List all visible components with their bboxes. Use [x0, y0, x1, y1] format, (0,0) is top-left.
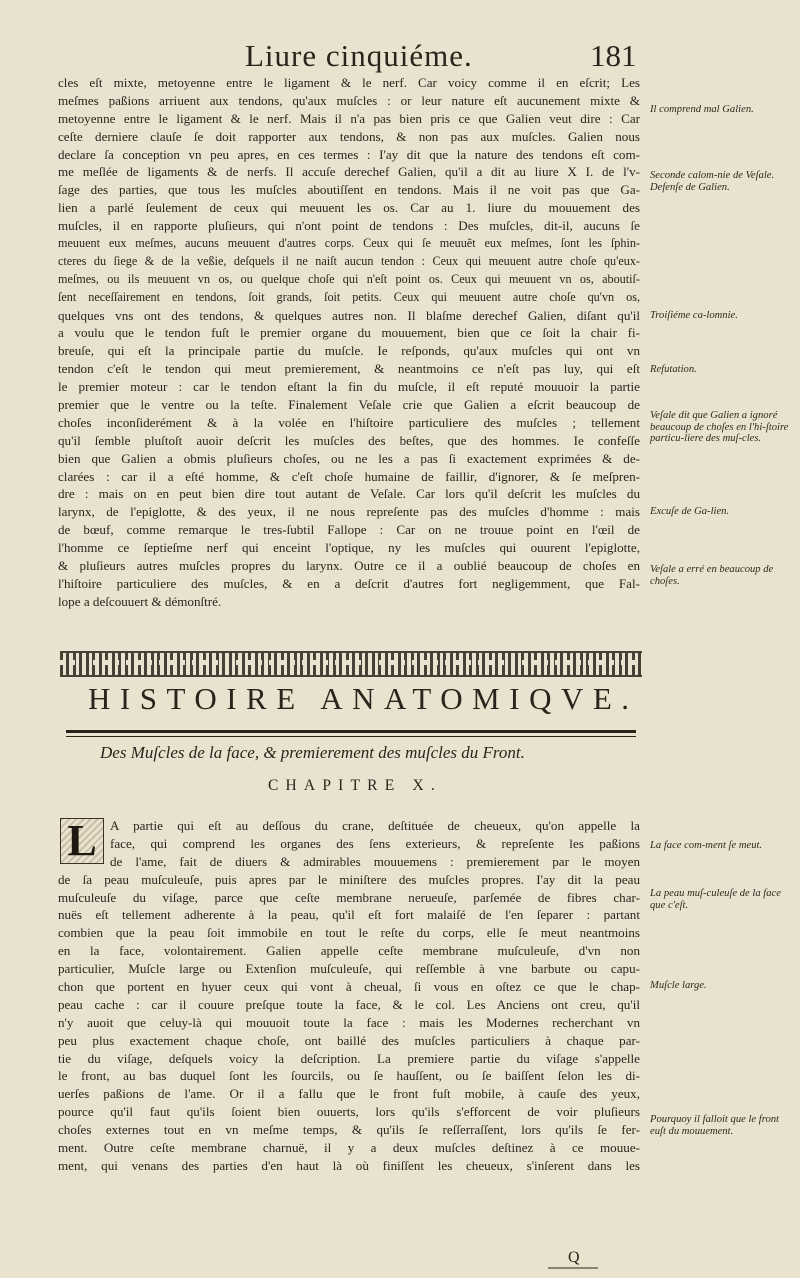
chapter-heading: CHAPITRE X. — [268, 777, 442, 794]
body-line: meſmes paßions arriuent aux tendons, qu'aux muſcles : or leur nature eſt aucunement mixte & — [58, 92, 640, 108]
body-line: lien a parlé ſeulement de ceux qui meuuent les os. Car au 1. liure du mouuement des — [58, 200, 640, 216]
margin-note: Veſale a erré en beaucoup de choſes. — [650, 564, 774, 587]
body-line: ceſte derniere clauſe ſe doit rapporter aux tendons, & non pas aux muſcles. Galien nous — [58, 128, 640, 144]
body-line: bien que Galien a obmis pluſieurs choſes, ou ne les a pas ſi exactement exprimées & de- — [58, 450, 640, 466]
chapter-line: n'y auoit que celuy-là qui mouuoit toute la face : mais les Modernes recherchant vn — [58, 1014, 640, 1030]
body-line: metoyenne entre le ligament & le nerf. Mais il n'a pas bien pris ce que Galien veut dire : Car — [58, 110, 640, 126]
drop-cap-letter: L — [67, 816, 97, 865]
body-text — [58, 74, 640, 611]
margin-note: La face com-ment ſe meut. — [650, 840, 763, 851]
ornament-band — [60, 651, 642, 677]
running-head-title: Liure cinquiéme. — [245, 38, 473, 73]
page-signature: Q — [568, 1249, 580, 1266]
margin-note: Veſale dit que Galien a ignoré beaucoup de choſes en l'hi-ſtoire particu-liere des muſ-cles. — [650, 410, 789, 444]
body-line: meuuent eux meſmes, aucuns meuuent d'autres corps. Ceux qui ſe meuuẽt eux meſmes, ſont les ſphin- — [58, 236, 640, 251]
chapter-line: uerſes paßions de l'ame. Or il a fallu que le front fuſt mobile, à cauſe des yeux, — [58, 1086, 640, 1102]
body-line: clarées : car il a eſté homme, & c'eſt choſe humaine de faillir, d'ignorer, & ſe meſpren- — [58, 468, 640, 484]
chapter-line: de ſa peau muſculeuſe, puis apres par le miniſtere des muſcles propres. I'ay dit la peau — [58, 871, 640, 887]
chapter-line: face, qui comprend les organes des ſens exterieurs, & repreſente les paßions — [110, 835, 640, 851]
body-line: cteres du ſiege & de la veßie, deſquels il ne naiſt aucun tendon : Ceux qui meuuent autre choſe qu'eux- — [58, 253, 640, 268]
margin-note: Pourquoy il falloit que le front euſt du mouuement. — [650, 1114, 779, 1137]
body-line: larynx, de l'epiglotte, & des yeux, il ne nous repreſente pas des muſcles d'homme : mais — [58, 504, 640, 520]
margin-note: La peau muſ-culeuſe de la face que c'eſt. — [650, 888, 781, 911]
margin-note: Troiſiéme ca-lomnie. — [650, 310, 738, 321]
body-line: cles eſt mixte, metoyenne entre le ligament & le nerf. Car voicy comme il en eſcrit; Les — [58, 75, 640, 90]
body-line: ſage des parties, que tous les muſcles aboutiſſent en tendons. Mais il ne voit pas que Ga- — [58, 182, 640, 198]
body-line: me meſlée de ligaments & de nerfs. Il accuſe derechef Galien, qu'il a dit au liure X I. de l'v- — [58, 164, 640, 180]
body-line: ſent neceſſairement en tendons, ſoit grands, ſoit petits. Ceux qui meuuent autre choſe qu'vn os, — [58, 289, 640, 304]
body-line: premier que le ventre ou la teſte. Finalement Veſale crie que Galien a eſcrit beaucoup de — [58, 397, 640, 413]
chapter-line: de l'ame, fait de diuers & admirables mouuemens : premierement par le moyen — [110, 853, 640, 869]
divider-rule-thin — [66, 736, 636, 737]
margin-note: Muſcle large. — [650, 980, 707, 991]
chapter-line: peu plus exactement chaque choſe, ont baillé des muſcles particuliers à chaque par- — [58, 1032, 640, 1048]
chapter-line: ment. Outre ceſte membrane charnuë, il y a deux muſcles deſtinez à ce mouue- — [58, 1140, 640, 1156]
chapter-line: chon que portent en hyuer ceux qui vont à cheual, ſi vous en oſtez ce que le chap- — [58, 979, 640, 995]
body-line: meſmes, ou ils meuuent vn os, ou quelque choſe qui n'eſt point os. Ceux qui meuuent vn os, aboutiſ- — [58, 271, 640, 286]
body-line: a voulu que le tendon fuſt le premier organe du mouuement, bien que ce ſoit la chair fi- — [58, 325, 640, 341]
body-line: choſes inconſiderément & à la volée en l'hiſtoire particuliere des muſcles ; tellement — [58, 414, 640, 430]
running-head — [0, 38, 800, 78]
section-title: HISTOIRE ANATOMIQVE. — [88, 681, 639, 716]
body-line: & pluſieurs autres muſcles propres du larynx. Outre ce il a oublié beaucoup de choſes en — [58, 558, 640, 574]
body-line: l'hiſtoire particuliere des muſcles, & en a deſcrit d'autres fort negligemment, que Fal- — [58, 575, 640, 591]
chapter-line: A partie qui eſt au deſſous du crane, deſtituée de cheueux, qu'on appelle la — [110, 818, 640, 833]
body-line: breuſe, qui eſt la principale partie du muſcle. Ie reſponds, qu'aux muſcles qui ont vn — [58, 343, 640, 359]
chapter-line: le front, au bas duquel ſont les ſourcils, ou ſe hauſſent, ou ſe baiſſent ſelon les di- — [58, 1068, 640, 1084]
body-line: muſcles, il en rapporte pluſieurs, qui n'ont point de tendons : Des muſcles, dit-il, aucuns ſe — [58, 218, 640, 234]
chapter-line: peau cache : car il couure preſque toute la face, & le col. Les Anciens ont creu, qu'il — [58, 996, 640, 1012]
chapter-line: tie du viſage, deſquels voicy la deſcription. La premiere partie du viſage s'appelle — [58, 1050, 640, 1066]
chapter-line: pource qu'il faut qu'ils ſoient bien ouuerts, lors qu'ils s'efforcent de voir pluſieurs — [58, 1104, 640, 1120]
margin-note: Refutation. — [650, 364, 697, 375]
divider-rule — [66, 730, 636, 733]
chapter-line: choſes externes tout en vn meſme temps, & qu'ils ſe reſſerraſſent, lors qu'ils ſe fer- — [58, 1122, 640, 1138]
chapter-line: ment, qui venans des parties d'en haut là où finiſſent les cheueux, s'inſerent dans les — [58, 1157, 640, 1173]
body-line: de bœuf, comme remarque le tres-ſubtil Fallope : Car on ne trouue point en l'œil de — [58, 522, 640, 538]
chapter-text — [58, 817, 640, 1175]
body-line: l'homme ce ſeptieſme nerf qui enceint l'optique, ny les muſcles qui ouurent l'epiglotte, — [58, 540, 640, 556]
margin-note: Excuſe de Ga-lien. — [650, 506, 730, 517]
margin-note: Seconde calom-nie de Veſale. Defenſe de Galien. — [650, 170, 775, 193]
body-line: declare ſa conception vn peu apres, en ces termes : I'ay dit que la nature des tendons eſt com- — [58, 146, 640, 162]
body-line: le premier moteur : car le tendon eſtant la fin du muſcle, il eſt reputé mouuoir la partie — [58, 379, 640, 395]
chapter-line: combien que la peau ſoit immobile en tout le reſte du corps, elle ſe meut neantmoins — [58, 925, 640, 941]
chapter-line: muſculeuſe du viſage, parce que ceſte membrane nerueuſe, parſemée de fibres char- — [58, 889, 640, 905]
margin-note: Il comprend mal Galien. — [650, 104, 754, 115]
body-line: qu'il ſemble pluſtoſt auoir deſcrit les muſcles des beſtes, que des hommes. Ie confeſſe — [58, 432, 640, 448]
chapter-line: particulier, Muſcle large ou Extenſion muſculeuſe, qui reſſemble à vne barbute ou capu- — [58, 961, 640, 977]
body-line: quelques vns ont des tendons, & quelques autres non. Il blaſme derechef Galien, diſant qu'il — [58, 307, 640, 323]
body-line: tendon c'eſt le tendon qui meut premierement, & neantmoins ce n'eſt pas luy, qui eſt — [58, 361, 640, 377]
chapter-subheading: Des Muſcles de la face, & premierement des muſcles du Front. — [100, 743, 525, 762]
page-number: 181 — [590, 38, 637, 73]
chapter-line: en la face, volontairement. Galien appelle ceſte membrane muſculeuſe, d'vn non — [58, 943, 640, 959]
body-line: dre : mais on en peut bien dire tout autant de Veſale. Car lors qu'il deſcrit les muſcles du — [58, 486, 640, 502]
chapter-line: nuës eſt tellement adherente à la peau, qu'il eſt fort malaiſé de l'en ſeparer : partant — [58, 907, 640, 923]
body-line: lope a deſcouuert & démonſtré. — [58, 593, 222, 609]
